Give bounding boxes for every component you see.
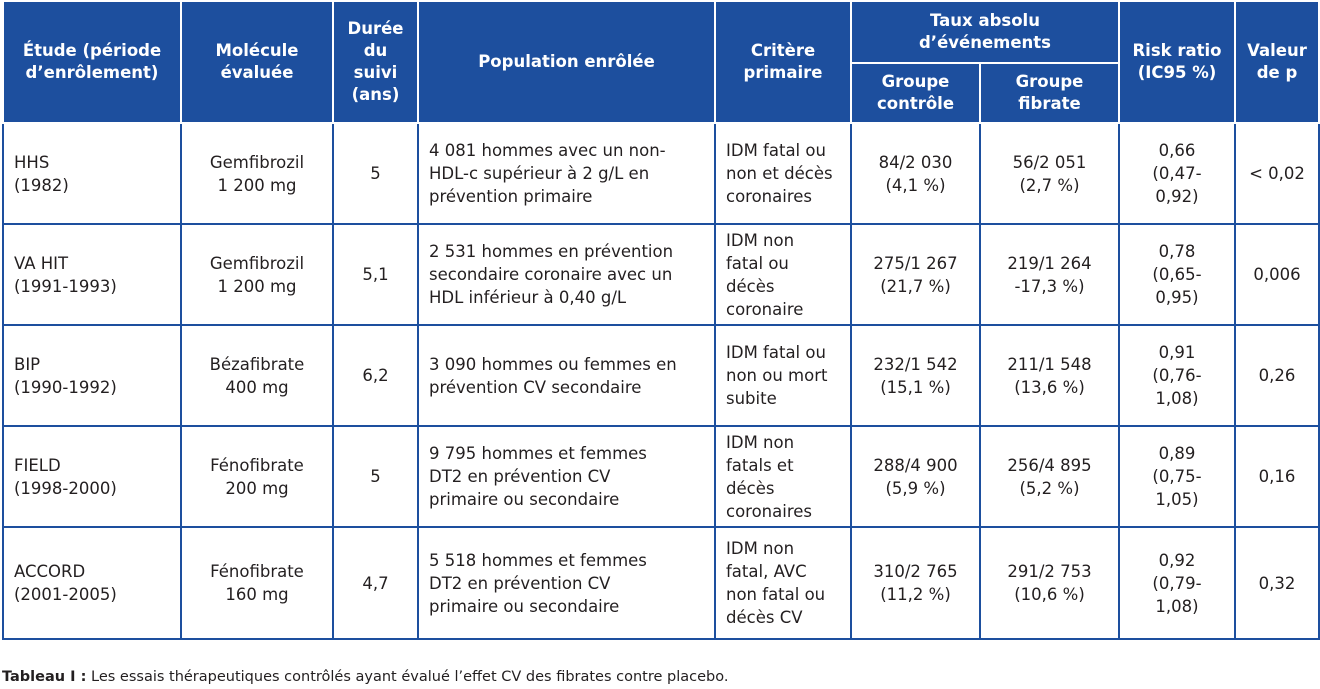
cell-line: 1 200 mg [217, 276, 297, 296]
cell-line: Durée [347, 19, 404, 38]
cell-line: (4,1 %) [885, 175, 946, 195]
cell-line: secondaire coronaire avec un [429, 265, 673, 284]
cell-line: (1990-1992) [14, 377, 117, 397]
cell-population [418, 527, 715, 639]
table-row [3, 123, 1319, 224]
cell-line: 288/4 900 [873, 455, 958, 475]
header-criterion [715, 2, 851, 123]
cell-line: primaire ou secondaire [429, 596, 620, 616]
cell-molecule [181, 325, 333, 426]
cell-line: 0,89 [1158, 444, 1196, 463]
cell-line: 3 090 hommes ou femmes en [429, 354, 677, 374]
header-control-group [851, 63, 980, 123]
cell-line: 1,05) [1155, 490, 1199, 509]
cell-line: BIP [14, 354, 41, 374]
cell-line: 400 mg [225, 377, 289, 397]
cell-fibrate-group [980, 123, 1119, 224]
cell-line: 160 mg [225, 585, 289, 604]
cell-line: 0,92) [1155, 187, 1199, 206]
cell-line: d’événements [919, 33, 1051, 52]
caption-label: Tableau I : [2, 669, 87, 685]
cell-fibrate-group [980, 224, 1119, 325]
cell-line: 219/1 264 [1007, 253, 1092, 273]
cell-line: IDM non [726, 432, 795, 452]
cell-line: IDM fatal ou [726, 141, 826, 160]
cell-line: Gemfibrozil [209, 253, 305, 273]
fibrates-table [2, 2, 1320, 640]
cell-molecule [181, 426, 333, 527]
cell-line: (11,2 %) [880, 585, 951, 604]
cell-line: Critère [750, 41, 816, 60]
cell-duration: 6,2 [333, 325, 418, 426]
cell-line: contrôle [876, 94, 955, 113]
cell-line: HDL inférieur à 0,40 g/L [429, 288, 627, 307]
cell-risk-ratio [1119, 224, 1235, 325]
cell-p-value: 0,26 [1235, 325, 1319, 426]
cell-p-value: 0,16 [1235, 426, 1319, 527]
cell-control-group [851, 426, 980, 527]
cell-risk-ratio [1119, 426, 1235, 527]
cell-line: 4 081 hommes avec un non- [429, 141, 666, 160]
cell-line: (1982) [14, 175, 69, 195]
cell-line: Valeur [1247, 41, 1307, 60]
cell-line: 291/2 753 [1007, 562, 1092, 581]
cell-line: 84/2 030 [878, 152, 953, 172]
table-caption [2, 668, 728, 686]
cell-line: 0,78 [1158, 242, 1196, 261]
cell-line: d’enrôlement) [25, 63, 159, 82]
cell-criterion [715, 325, 851, 426]
cell-line: (0,65- [1152, 265, 1202, 284]
cell-p-value: < 0,02 [1235, 123, 1319, 224]
cell-line: de p [1256, 63, 1298, 82]
cell-line: (5,9 %) [885, 478, 946, 498]
header-molecule [181, 2, 333, 123]
cell-line: coronaires [726, 501, 813, 521]
cell-line: du [363, 41, 388, 60]
cell-population [418, 123, 715, 224]
cell-line: 211/1 548 [1007, 354, 1092, 374]
cell-study [3, 224, 181, 325]
cell-line: Bézafibrate [209, 354, 305, 374]
table-row [3, 224, 1319, 325]
cell-line: Molécule [215, 41, 299, 60]
cell-line: 5 518 hommes et femmes [429, 550, 647, 570]
header-duration [333, 2, 418, 123]
cell-line: Groupe [1015, 72, 1084, 91]
cell-population [418, 224, 715, 325]
cell-line: décès [726, 478, 775, 498]
cell-line: fibrate [1018, 94, 1081, 113]
cell-line: coronaire [726, 299, 804, 319]
cell-line: (1991-1993) [14, 276, 117, 296]
cell-line: 200 mg [225, 478, 289, 498]
cell-line: Fénofibrate [210, 455, 304, 475]
cell-line: subite [726, 389, 777, 408]
cell-study [3, 325, 181, 426]
cell-study [3, 426, 181, 527]
cell-line: (10,6 %) [1014, 585, 1085, 604]
cell-line: (15,1 %) [880, 377, 951, 397]
cell-line: non ou mort [726, 366, 828, 385]
cell-population [418, 325, 715, 426]
cell-line: décès CV [726, 608, 803, 627]
header-p-value [1235, 2, 1319, 123]
table-row [3, 426, 1319, 527]
cell-line: (ans) [351, 85, 400, 104]
cell-line: HHS [14, 152, 50, 172]
cell-line: (IC95 %) [1137, 63, 1217, 82]
cell-line: Risk ratio [1132, 41, 1222, 60]
cell-line: ACCORD [14, 562, 86, 581]
cell-duration: 5 [333, 426, 418, 527]
cell-line: prévention primaire [429, 187, 593, 206]
header-fibrate-group [980, 63, 1119, 123]
caption-text: Les essais thérapeutiques contrôlés ayant évalué l’effet CV des fibrates contre placebo. [86, 669, 729, 685]
cell-line: prévention CV secondaire [429, 377, 642, 397]
cell-molecule [181, 224, 333, 325]
cell-line: 256/4 895 [1007, 455, 1092, 475]
cell-line: 1 200 mg [217, 175, 297, 195]
cell-duration: 5 [333, 123, 418, 224]
cell-line: IDM fatal ou [726, 343, 826, 362]
cell-line: fatal, AVC [726, 562, 807, 581]
cell-line: (0,75- [1152, 467, 1202, 486]
cell-p-value: 0,32 [1235, 527, 1319, 639]
cell-criterion [715, 224, 851, 325]
cell-line: IDM non [726, 230, 795, 250]
cell-criterion [715, 123, 851, 224]
cell-line: -17,3 %) [1014, 276, 1085, 296]
cell-line: (5,2 %) [1019, 478, 1080, 498]
cell-control-group [851, 527, 980, 639]
cell-duration: 4,7 [333, 527, 418, 639]
cell-line: fatal ou [726, 253, 789, 273]
cell-line: DT2 en prévention CV [429, 573, 611, 593]
cell-line: évaluée [220, 63, 294, 82]
cell-line: 275/1 267 [873, 253, 958, 273]
cell-line: 0,92 [1158, 550, 1196, 570]
cell-criterion [715, 426, 851, 527]
cell-line: Gemfibrozil [209, 152, 305, 172]
cell-study [3, 527, 181, 639]
cell-line: 1,08) [1155, 596, 1199, 616]
cell-control-group [851, 123, 980, 224]
cell-line: IDM non [726, 539, 795, 558]
cell-line: suivi [353, 63, 398, 82]
cell-line: (2001-2005) [14, 585, 117, 604]
cell-line: (0,47- [1152, 164, 1202, 183]
cell-line: décès [726, 276, 775, 296]
cell-risk-ratio [1119, 123, 1235, 224]
header-risk-ratio [1119, 2, 1235, 123]
cell-line: (21,7 %) [880, 276, 951, 296]
cell-line: 1,08) [1155, 389, 1199, 408]
cell-line: 0,66 [1158, 141, 1196, 160]
cell-duration: 5,1 [333, 224, 418, 325]
cell-line: 56/2 051 [1012, 152, 1087, 172]
cell-line: 0,91 [1158, 343, 1196, 362]
cell-risk-ratio [1119, 325, 1235, 426]
header-population [418, 2, 715, 123]
cell-line: (0,76- [1152, 366, 1202, 385]
cell-line: 0,95) [1155, 288, 1199, 307]
cell-line: 232/1 542 [873, 354, 958, 374]
cell-p-value: 0,006 [1235, 224, 1319, 325]
header-study [3, 2, 181, 123]
header-event-rate [851, 2, 1119, 63]
cell-line: 2 531 hommes en prévention [429, 242, 674, 261]
cell-line: (0,79- [1152, 573, 1202, 593]
table-row [3, 527, 1319, 639]
cell-line: DT2 en prévention CV [429, 467, 611, 486]
cell-line: Taux absolu [930, 11, 1040, 30]
cell-line: (2,7 %) [1019, 175, 1080, 195]
cell-line: Population enrôlée [478, 52, 655, 71]
cell-molecule [181, 123, 333, 224]
cell-fibrate-group [980, 527, 1119, 639]
cell-line: primaire ou secondaire [429, 490, 620, 509]
cell-molecule [181, 527, 333, 639]
cell-fibrate-group [980, 325, 1119, 426]
cell-line: non et décès [726, 164, 833, 183]
table-row [3, 325, 1319, 426]
cell-line: Groupe [881, 72, 950, 91]
cell-line: FIELD [14, 455, 61, 475]
cell-risk-ratio [1119, 527, 1235, 639]
cell-line: (1998-2000) [14, 478, 117, 498]
cell-control-group [851, 325, 980, 426]
cell-line: (13,6 %) [1014, 377, 1085, 397]
cell-line: VA HIT [14, 253, 69, 273]
cell-line: coronaires [726, 187, 813, 206]
cell-line: Étude (période [22, 41, 162, 60]
cell-line: Fénofibrate [210, 562, 304, 581]
cell-criterion [715, 527, 851, 639]
cell-line: 9 795 hommes et femmes [429, 444, 647, 463]
cell-line: HDL-c supérieur à 2 g/L en [429, 164, 650, 183]
cell-fibrate-group [980, 426, 1119, 527]
cell-study [3, 123, 181, 224]
cell-line: 310/2 765 [873, 562, 958, 581]
cell-control-group [851, 224, 980, 325]
cell-line: non fatal ou [726, 585, 826, 604]
cell-line: fatals et [726, 455, 794, 475]
cell-population [418, 426, 715, 527]
cell-line: primaire [743, 63, 823, 82]
